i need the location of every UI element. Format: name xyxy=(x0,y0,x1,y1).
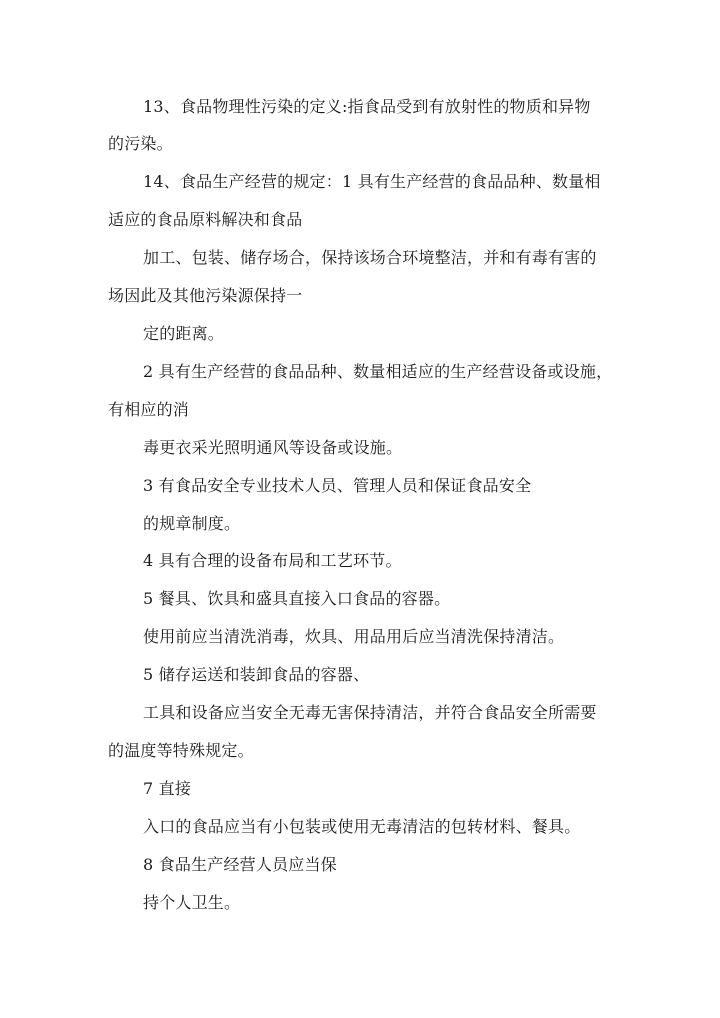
text-line: 2 具有生产经营的食品品种、数量相适应的生产经营设备或设施， xyxy=(143,362,613,381)
text-line: 的污染。 xyxy=(108,134,173,153)
text-line: 的规章制度。 xyxy=(143,514,241,533)
text-line: 场因此及其他污染源保持一 xyxy=(108,286,303,305)
text-line: 3 有食品安全专业技术人员、管理人员和保证食品安全 xyxy=(143,476,532,495)
text-line: 持个人卫生。 xyxy=(143,893,241,912)
text-line: 毒更衣采光照明通风等设备或设施。 xyxy=(143,438,403,457)
text-line: 适应的食品原料解决和食品 xyxy=(108,210,303,229)
text-line: 工具和设备应当安全无毒无害保持清洁，并符合食品安全所需要 xyxy=(143,703,597,722)
text-line: 7 直接 xyxy=(143,779,192,798)
text-line: 4 具有合理的设备布局和工艺环节。 xyxy=(143,551,402,570)
text-line: 的温度等特殊规定。 xyxy=(108,741,254,760)
text-line: 13、食品物理性污染的定义:指食品受到有放射性的物质和异物 xyxy=(143,97,591,116)
text-line: 5 餐具、饮具和盛具直接入口食品的容器。 xyxy=(143,589,451,608)
text-line: 8 食品生产经营人员应当保 xyxy=(143,855,337,874)
text-line: 使用前应当清洗消毒，炊具、用品用后应当清洗保持清洁。 xyxy=(143,627,565,646)
text-line: 加工、包装、储存场合，保持该场合环境整洁，并和有毒有害的 xyxy=(143,248,597,267)
text-line: 14、食品生产经营的规定：1 具有生产经营的食品品种、数量相 xyxy=(143,172,601,191)
text-line: 入口的食品应当有小包装或使用无毒清洁的包转材料、餐具。 xyxy=(143,817,581,836)
text-line: 有相应的消 xyxy=(108,400,190,419)
text-line: 定的距离。 xyxy=(143,324,225,343)
text-line: 5 储存运送和装卸食品的容器、 xyxy=(143,665,370,684)
